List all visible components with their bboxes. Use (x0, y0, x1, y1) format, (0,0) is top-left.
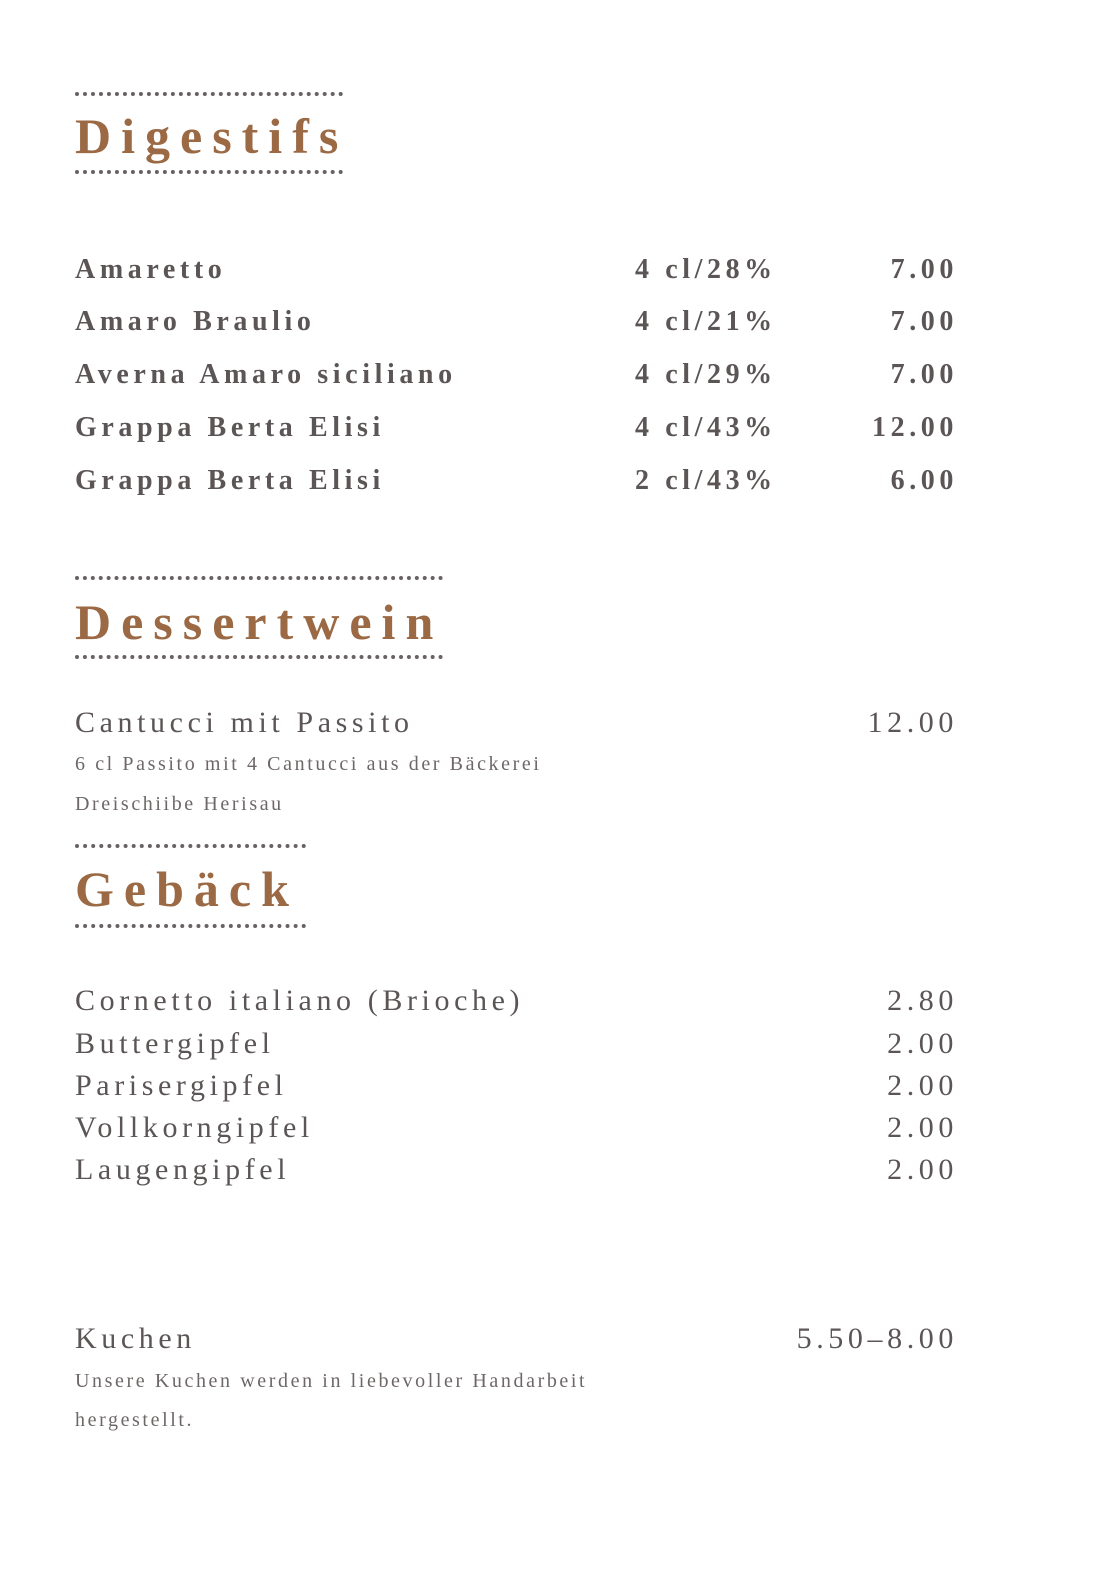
item-price: 12.00 (867, 706, 958, 739)
menu-item (75, 1153, 958, 1187)
item-name: Parisergipfel (75, 1069, 288, 1102)
item-volume: 4 cl/43% (635, 412, 777, 443)
menu-item (75, 1027, 958, 1061)
item-price: 2.00 (887, 1069, 958, 1102)
item-name: Amaretto (75, 254, 227, 285)
menu-item (75, 305, 958, 339)
item-price: 7.00 (890, 254, 958, 285)
menu-item-kuchen (75, 1322, 958, 1356)
item-name: Buttergipfel (75, 1027, 275, 1060)
menu-item (75, 706, 958, 740)
item-price: 7.00 (890, 359, 958, 390)
item-name: Grappa Berta Elisi (75, 412, 385, 443)
item-volume: 2 cl/43% (635, 465, 777, 496)
item-price: 7.00 (890, 306, 958, 337)
item-volume: 4 cl/21% (635, 306, 777, 337)
item-name: Grappa Berta Elisi (75, 465, 385, 496)
dessertwein-dotted-rule-bottom (75, 655, 443, 659)
item-price: 5.50–8.00 (796, 1322, 958, 1355)
item-volume: 4 cl/29% (635, 359, 777, 390)
menu-item (75, 358, 958, 392)
item-name: Amaro Braulio (75, 306, 316, 337)
section-title-gebaeck: Gebäck (75, 861, 299, 917)
item-price: 2.00 (887, 1153, 958, 1186)
item-price: 2.00 (887, 1111, 958, 1144)
item-volume: 4 cl/28% (635, 254, 777, 285)
menu-item (75, 1069, 958, 1103)
gebaeck-dotted-rule-bottom (75, 924, 306, 928)
gebaeck-dotted-rule-top (75, 844, 306, 848)
menu-item (75, 1111, 958, 1145)
digestifs-dotted-rule-bottom (75, 170, 343, 174)
item-price: 2.00 (887, 1027, 958, 1060)
item-name: Cantucci mit Passito (75, 706, 414, 739)
item-price: 6.00 (890, 465, 958, 496)
dessertwein-dotted-rule-top (75, 576, 443, 580)
menu-item (75, 984, 958, 1018)
item-price: 2.80 (887, 984, 958, 1017)
item-name: Laugengipfel (75, 1153, 291, 1186)
item-name: Kuchen (75, 1322, 196, 1355)
section-title-dessertwein: Dessertwein (75, 594, 444, 650)
item-price: 12.00 (872, 412, 958, 443)
menu-item (75, 411, 958, 445)
item-description: Unsere Kuchen werden in liebevoller Handarbeit (75, 1370, 588, 1392)
digestifs-dotted-rule-top (75, 92, 343, 96)
menu-item (75, 253, 958, 287)
item-description: 6 cl Passito mit 4 Cantucci aus der Bäckerei (75, 753, 542, 775)
item-name: Averna Amaro siciliano (75, 359, 457, 390)
item-name: Vollkorngipfel (75, 1111, 314, 1144)
section-title-digestifs: Digestifs (75, 108, 349, 164)
menu-item (75, 464, 958, 498)
item-description: Dreischiibe Herisau (75, 793, 284, 815)
item-name: Cornetto italiano (Brioche) (75, 984, 525, 1017)
item-description: hergestellt. (75, 1409, 195, 1431)
